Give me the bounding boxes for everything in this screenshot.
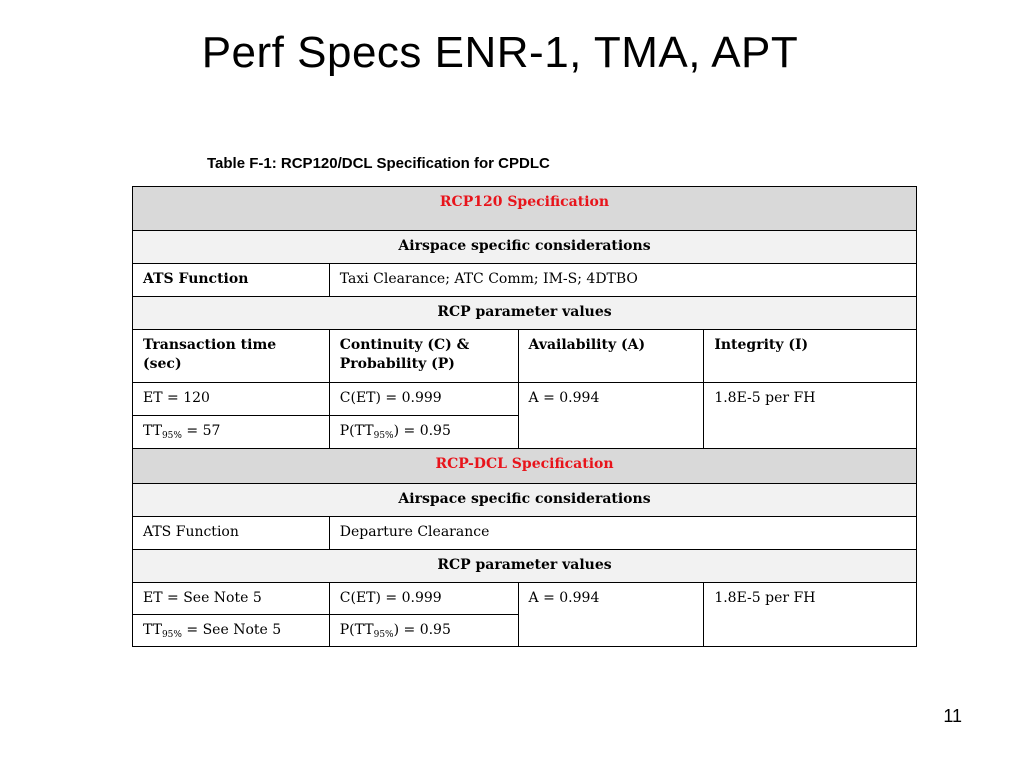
rcp-dcl-p-sub: 95% [373,630,394,640]
rcp-dcl-header: RCP-DCL Specification [435,456,614,472]
rcp120-tt [133,416,330,449]
rcp120-p-sub: 95% [373,431,394,441]
rcp120-ats-function-label: ATS Function [133,264,330,297]
rcp120-values-row-1 [133,383,917,416]
rcp-dcl-tt [133,615,330,647]
rcp-dcl-ats-function-value: Departure Clearance [329,517,916,550]
rcp-dcl-ats-row [133,517,917,550]
col-availability: Availability (A) [518,330,704,383]
rcp120-airspace-row [133,231,917,264]
rcp120-column-header-row [133,330,917,383]
rcp120-tt-prefix: TT [143,423,162,439]
rcp-dcl-values-row-1 [133,583,917,615]
rcp120-p-suffix: ) = 0.95 [393,423,451,439]
rcp-dcl-header-cell [133,449,917,484]
slide-page-number: 11 [943,706,962,726]
rcp-dcl-integrity: 1.8E-5 per FH [704,583,917,647]
rcp-dcl-ats-function-label: ATS Function [133,517,330,550]
rcp120-p [329,416,518,449]
col-integrity: Integrity (I) [704,330,917,383]
rcp-dcl-header-row [133,449,917,484]
rcp-dcl-params-row [133,550,917,583]
rcp120-tt-suffix: = 57 [181,423,221,439]
rcp120-p-prefix: P(TT [339,423,374,439]
table-caption: Table F-1: RCP120/DCL Specification for CPDLC [207,155,550,172]
rcp120-tt-sub: 95% [161,431,182,441]
rcp120-header-row [133,187,917,231]
rcp-dcl-et: ET = See Note 5 [133,583,330,615]
col-transaction-time: Transaction time (sec) [133,330,330,383]
rcp-dcl-availability: A = 0.994 [518,583,704,647]
rcp-dcl-tt-suffix: = See Note 5 [181,622,282,638]
rcp120-availability: A = 0.994 [518,383,704,449]
rcp-dcl-airspace-row [133,484,917,517]
rcp-dcl-p-prefix: P(TT [339,622,374,638]
rcp120-ats-row [133,264,917,297]
rcp120-params-label: RCP parameter values [133,297,917,330]
rcp120-airspace-label: Airspace specific considerations [133,231,917,264]
rcp-dcl-params-label: RCP parameter values [133,550,917,583]
rcp120-integrity: 1.8E-5 per FH [704,383,917,449]
spec-table [132,186,917,647]
col-continuity: Continuity (C) & Probability (P) [329,330,518,383]
rcp120-et: ET = 120 [133,383,330,416]
rcp-dcl-tt-sub: 95% [161,630,182,640]
rcp120-params-row [133,297,917,330]
rcp120-c-et: C(ET) = 0.999 [329,383,518,416]
rcp-dcl-tt-prefix: TT [143,622,162,638]
rcp120-header-cell [133,187,917,231]
rcp-dcl-p [329,615,518,647]
rcp-dcl-c-et: C(ET) = 0.999 [329,583,518,615]
rcp-dcl-p-suffix: ) = 0.95 [393,622,451,638]
rcp120-ats-function-value: Taxi Clearance; ATC Comm; IM-S; 4DTBO [329,264,916,297]
rcp-dcl-airspace-label: Airspace specific considerations [133,484,917,517]
rcp120-header: RCP120 Specification [439,194,610,210]
slide-title: Perf Specs ENR-1, TMA, APT [201,28,799,77]
